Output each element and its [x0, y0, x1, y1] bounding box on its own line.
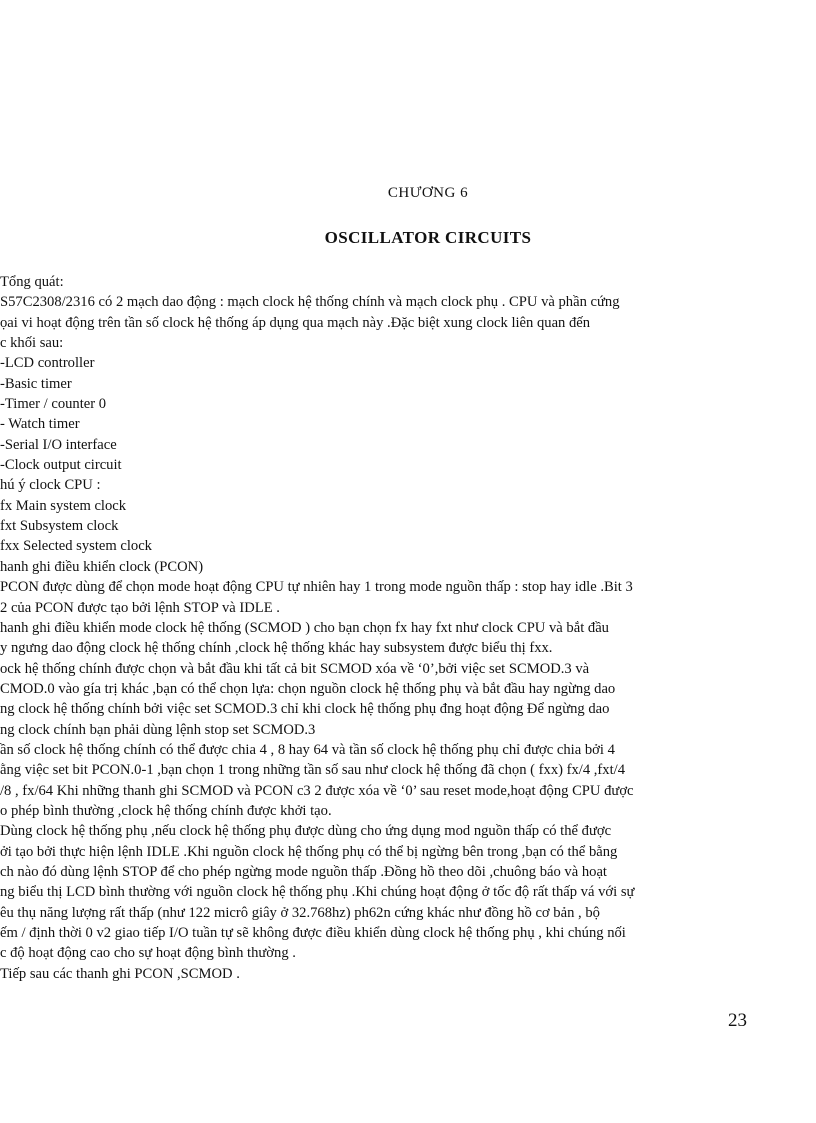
text-line: -LCD controller — [0, 355, 95, 372]
text-line: ng biểu thị LCD bình thường với nguồn clock hệ thống phụ .Khi chúng hoạt động ở tốc độ rất thấp vá với sự — [0, 884, 635, 901]
text-line: -Clock output circuit — [0, 457, 122, 474]
text-line: ần số clock hệ thống chính có thể được chia 4 , 8 hay 64 và tần số clock hệ thống phụ chỉ được chia bởi 4 — [0, 741, 615, 758]
text-line: ằng việc set bit PCON.0-1 ,bạn chọn 1 trong những tần số sau như clock hệ thống đã chọn ( fxx) fx/4 ,fxt/4 — [0, 762, 625, 779]
text-line: êu thụ năng lượng rất thấp (như 122 micrô giây ở 32.768hz) ph62n cứng khác như đồng hồ cơ bản , bộ — [0, 904, 600, 921]
text-line: ởi tạo bởi thực hiện lệnh IDLE .Khi nguồn clock hệ thống phụ có thể bị ngừng bên trong ,bạn có thể bằng — [0, 843, 618, 860]
text-line: -Basic timer — [0, 375, 72, 392]
text-line: c khối sau: — [0, 335, 64, 352]
text-line: o phép bình thường ,clock hệ thống chính được khởi tạo. — [0, 802, 332, 819]
text-line: ếm / định thời 0 v2 giao tiếp I/O tuần tự sẽ không được điều khiển dùng clock hệ thống phụ , khi chúng nối — [0, 925, 626, 941]
text-line: S57C2308/2316 có 2 mạch dao động : mạch clock hệ thống chính và mạch clock phụ . CPU và phần cứng — [0, 294, 620, 311]
text-line: -Serial I/O interface — [0, 436, 117, 453]
text-line: fx Main system clock — [0, 497, 127, 514]
text-line: fxx Selected system clock — [0, 538, 152, 555]
text-line: Tiếp sau các thanh ghi PCON ,SCMOD . — [0, 965, 240, 982]
text-line: ng clock hệ thống chính bởi việc set SCMOD.3 chỉ khi clock hệ thống phụ đng hoạt động Để ngừng dao — [0, 701, 610, 718]
page-number: 23 — [728, 1010, 747, 1031]
text-line: - Watch timer — [0, 416, 80, 433]
text-line: ng clock chính bạn phải dùng lệnh stop set SCMOD.3 — [0, 721, 316, 738]
chapter-heading: CHƯƠNG 6 — [387, 185, 469, 201]
text-line: c độ hoạt động cao cho sự hoạt động bình thường . — [0, 945, 296, 962]
text-line: 2 của PCON được tạo bởi lệnh STOP và IDLE . — [0, 599, 280, 616]
text-line: ock hệ thống chính được chọn và bắt đầu khi tất cả bit SCMOD xóa về ‘0’,bởi việc set SCMOD.3 và — [0, 660, 590, 677]
text-line: Tổng quát: — [0, 274, 64, 290]
text-line: CMOD.0 vào gía trị khác ,bạn có thể chọn lựa: chọn nguồn clock hệ thống phụ và bắt đầu hay ngừng dao — [0, 680, 616, 697]
text-line: /8 , fx/64 Khi những thanh ghi SCMOD và PCON c3 2 được xóa về ‘0’ sau reset mode,hoạt động CPU được — [0, 782, 634, 799]
text-line: hanh ghi điều khiển mode clock hệ thống (SCMOD ) cho bạn chọn fx hay fxt như clock CPU và bắt đầu — [0, 619, 609, 636]
text-line: ch nào đó dùng lệnh STOP để cho phép ngừng mode nguồn thấp .Đồng hồ theo dõi ,chuông báo và hoạt — [0, 863, 607, 880]
text-line: PCON được dùng để chọn mode hoạt động CPU tự nhiên hay 1 trong mode nguồn thấp : stop hay idle .Bit 3 — [0, 579, 633, 596]
text-line: fxt Subsystem clock — [0, 518, 119, 535]
text-line: hú ý clock CPU : — [0, 477, 101, 494]
text-line: hanh ghi điều khiển clock (PCON) — [0, 558, 204, 575]
text-line: -Timer / counter 0 — [0, 396, 107, 413]
body-text — [0, 272, 780, 984]
text-line: y ngưng dao động clock hệ thống chính ,clock hệ thống khác hay subsystem được biểu thị fxx. — [0, 640, 553, 657]
text-line: Dùng clock hệ thống phụ ,nếu clock hệ thống phụ được dùng cho ứng dụng mod nguồn thấp có thể được — [0, 823, 612, 840]
text-line: ọai vi hoạt động trên tần số clock hệ thống áp dụng qua mạch này .Đặc biệt xung clock liên quan đến — [0, 314, 591, 331]
page-title: OSCILLATOR CIRCUITS — [324, 228, 532, 247]
